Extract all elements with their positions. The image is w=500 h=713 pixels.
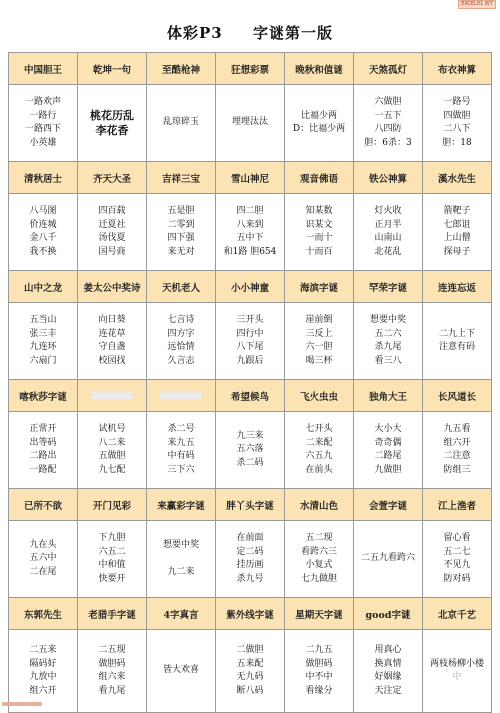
column-title: 长风道长 bbox=[423, 380, 492, 412]
column-title: 布衣神算 bbox=[423, 53, 492, 85]
column-title: 飞火虫虫 bbox=[285, 380, 354, 412]
riddle-line: 九五看 bbox=[443, 424, 471, 434]
riddle-line: 六一胆 bbox=[305, 342, 333, 352]
riddle-line: 四下强 bbox=[167, 233, 195, 243]
riddle-line: 远恰情 bbox=[167, 342, 195, 352]
riddle-cell bbox=[423, 521, 492, 598]
riddle-line: 和1路 胆654 bbox=[223, 246, 277, 257]
riddle-cell bbox=[354, 630, 423, 713]
riddle-cell bbox=[9, 194, 78, 271]
riddle-line: 二零到 bbox=[167, 219, 195, 230]
column-title: 星期天字谜 bbox=[285, 598, 354, 630]
riddle-line: 二注意 bbox=[443, 451, 471, 461]
riddle-line: 杀九尾 bbox=[374, 342, 402, 352]
riddle-line: 五六中 bbox=[29, 553, 57, 564]
column-title: 狂想彩票 bbox=[216, 53, 285, 85]
column-title: 观音佛语 bbox=[285, 162, 354, 194]
column-title: 老猎手字谜 bbox=[78, 598, 147, 630]
riddle-line: 九七配 bbox=[98, 464, 126, 475]
riddle-line: 埋埋汰汰 bbox=[231, 117, 268, 128]
riddle-line: 七开头 bbox=[305, 424, 333, 434]
riddle-line: 国号商 bbox=[98, 246, 126, 257]
riddle-line: 换真情 bbox=[374, 658, 402, 669]
riddle-cell bbox=[423, 85, 492, 162]
column-title: 姜太公中奖诗 bbox=[78, 271, 147, 303]
riddle-line: 做胆码 bbox=[98, 658, 126, 669]
riddle-line: 看三八 bbox=[374, 355, 402, 366]
riddle-line: 防组三 bbox=[443, 464, 471, 475]
title-right: 字谜第一版 bbox=[252, 24, 333, 42]
content-row bbox=[9, 630, 492, 713]
riddle-line: 正常开 bbox=[29, 424, 57, 434]
riddle-line: 崖前倒 bbox=[305, 315, 333, 325]
riddle-cell bbox=[147, 521, 216, 598]
column-title: 4字真言 bbox=[147, 598, 216, 630]
riddle-line: 桃花历乱 bbox=[90, 109, 134, 122]
riddle-cell bbox=[9, 303, 78, 380]
riddle-cell bbox=[423, 630, 492, 713]
header-row bbox=[9, 380, 492, 412]
riddle-line: 山南山 bbox=[374, 233, 402, 243]
riddle-line: 四方字 bbox=[167, 328, 195, 339]
riddle-cell bbox=[216, 85, 285, 162]
riddle-line: 六五二 bbox=[98, 546, 126, 557]
content-row bbox=[9, 85, 492, 162]
riddle-line: 六扇门 bbox=[29, 355, 57, 366]
column-title: 中国胆王 bbox=[9, 53, 78, 85]
riddle-line: 快要开 bbox=[98, 573, 126, 584]
riddle-line: 九在头 bbox=[29, 539, 57, 550]
column-title: 海滨字谜 bbox=[285, 271, 354, 303]
riddle-cell bbox=[423, 303, 492, 380]
riddle-cell bbox=[423, 194, 492, 271]
riddle-line: 天注定 bbox=[374, 685, 402, 696]
riddle-line: D：比福少两 bbox=[292, 124, 346, 134]
riddle-line: 组六来 bbox=[98, 672, 126, 682]
riddle-line: 灯火收 bbox=[374, 206, 402, 216]
riddle-line: 四百载 bbox=[98, 206, 126, 216]
riddle-cell bbox=[216, 303, 285, 380]
riddle-line: 做胆码 bbox=[305, 658, 333, 669]
riddle-line: 八四防 bbox=[374, 124, 402, 134]
riddle-line: 中有码 bbox=[167, 451, 195, 461]
riddle-line: 价连城 bbox=[29, 219, 57, 230]
riddle-line: 六做胆 bbox=[374, 97, 402, 107]
riddle-line: 皆大欢喜 bbox=[162, 665, 199, 676]
riddle-line: 八来到 bbox=[236, 219, 264, 230]
riddle-line: 七郎诅 bbox=[443, 219, 471, 230]
column-title: 齐天大圣 bbox=[78, 162, 147, 194]
riddle-line: 比福少两 bbox=[300, 110, 337, 121]
column-title: 清秋居士 bbox=[9, 162, 78, 194]
riddle-line: 不见九 bbox=[443, 560, 471, 570]
riddle-line: 胆：18 bbox=[442, 137, 472, 148]
riddle-line: 想要中奖 bbox=[369, 315, 406, 325]
riddle-line: 胆：6杀：3 bbox=[364, 137, 412, 148]
riddle-line: 大小大 bbox=[374, 424, 402, 434]
riddle-line: 张三丰 bbox=[29, 328, 57, 339]
column-title: 来赢彩字谜 bbox=[147, 489, 216, 521]
page-title bbox=[0, 22, 500, 43]
riddle-line: 二路出 bbox=[29, 451, 57, 461]
riddle-line: 好姻缘 bbox=[374, 672, 402, 682]
riddle-line: 五中下 bbox=[236, 233, 264, 243]
riddle-line: 六五九 bbox=[305, 451, 333, 461]
riddle-cell bbox=[147, 85, 216, 162]
riddle-line: 隔码好 bbox=[29, 658, 57, 669]
riddle-line: 组六开 bbox=[29, 685, 57, 696]
riddle-cell bbox=[216, 630, 285, 713]
riddle-line: 四做胆 bbox=[443, 110, 471, 121]
riddle-line: 二五现 bbox=[98, 645, 126, 655]
riddle-line: 二路尾 bbox=[374, 451, 402, 461]
riddle-line: 两枝杨柳小楼 bbox=[429, 658, 484, 669]
riddle-line: 一五下 bbox=[374, 110, 402, 121]
column-title: 罕荣字谜 bbox=[354, 271, 423, 303]
column-title: 山中之龙 bbox=[9, 271, 78, 303]
riddle-line: 来无对 bbox=[167, 246, 195, 257]
riddle-line: 在前头 bbox=[305, 464, 333, 475]
riddle-line: 二九五 bbox=[305, 645, 333, 655]
column-title bbox=[147, 380, 216, 412]
riddle-line: 一路号 bbox=[443, 97, 471, 107]
riddle-line: 四二胆 bbox=[236, 206, 264, 216]
riddle-cell bbox=[147, 630, 216, 713]
riddle-line: 留心看 bbox=[443, 533, 471, 543]
riddle-cell bbox=[9, 521, 78, 598]
riddle-line: 在前面 bbox=[236, 533, 264, 543]
riddle-cell bbox=[285, 630, 354, 713]
riddle-cell bbox=[78, 521, 147, 598]
riddle-line: 校园找 bbox=[98, 355, 126, 366]
riddle-cell bbox=[285, 194, 354, 271]
riddle-line: 杀九号 bbox=[236, 573, 264, 584]
riddle-cell bbox=[9, 630, 78, 713]
title-left: 体彩P3 bbox=[167, 24, 223, 42]
content-row bbox=[9, 303, 492, 380]
column-title: 紫外线字谜 bbox=[216, 598, 285, 630]
riddle-line: 防对码 bbox=[443, 573, 471, 584]
content-row bbox=[9, 412, 492, 489]
riddle-line: 用真心 bbox=[374, 645, 402, 655]
riddle-line: 箭靶子 bbox=[443, 206, 471, 216]
riddle-line: 组六开 bbox=[443, 437, 471, 448]
riddle-line: 看九尾 bbox=[98, 685, 126, 696]
riddle-line: 小复式 bbox=[305, 560, 333, 570]
riddle-line: 五是胆 bbox=[167, 206, 195, 216]
riddle-line: 奇奇偶 bbox=[374, 437, 402, 448]
riddle-cell bbox=[285, 412, 354, 489]
column-title: 铁公神算 bbox=[354, 162, 423, 194]
riddle-line: 北花乱 bbox=[374, 246, 402, 257]
riddle-cell bbox=[78, 303, 147, 380]
riddle-cell bbox=[216, 521, 285, 598]
riddle-line: 久言志 bbox=[167, 355, 195, 366]
column-title: 雪山神尼 bbox=[216, 162, 285, 194]
riddle-line: 定二码 bbox=[236, 546, 264, 557]
smudge-mark bbox=[160, 392, 202, 399]
riddle-line: 五二六 bbox=[374, 328, 402, 339]
header-row bbox=[9, 489, 492, 521]
riddle-line: 杀二码 bbox=[236, 457, 264, 468]
content-row bbox=[9, 521, 492, 598]
riddle-line: 九跟后 bbox=[236, 355, 264, 366]
riddle-line: 无九码 bbox=[236, 672, 264, 682]
riddle-cell bbox=[147, 303, 216, 380]
riddle-line: 十而百 bbox=[305, 246, 333, 257]
riddle-line: 想要中奖 bbox=[162, 539, 199, 550]
riddle-cell bbox=[285, 521, 354, 598]
riddle-line: 九放中 bbox=[29, 672, 57, 682]
content-row bbox=[9, 194, 492, 271]
riddle-line: 三开头 bbox=[236, 315, 264, 325]
riddle-cell bbox=[78, 85, 147, 162]
column-title bbox=[78, 380, 147, 412]
riddle-cell bbox=[78, 630, 147, 713]
riddle-line: 中和值 bbox=[98, 560, 126, 570]
riddle-cell bbox=[216, 194, 285, 271]
column-title: 连连忘返 bbox=[423, 271, 492, 303]
column-title: 小小神童 bbox=[216, 271, 285, 303]
column-title: 吉祥三宝 bbox=[147, 162, 216, 194]
riddle-line: 五当山 bbox=[29, 315, 57, 325]
riddle-line: 金八千 bbox=[29, 233, 57, 243]
riddle-line: 喝三杯 bbox=[305, 355, 333, 366]
riddle-line: 探母子 bbox=[443, 246, 471, 257]
riddle-line: 挂历画 bbox=[236, 560, 264, 570]
column-title: 溪水先生 bbox=[423, 162, 492, 194]
riddle-line: 二九上下 bbox=[438, 328, 475, 339]
riddle-line: 我不换 bbox=[29, 246, 57, 257]
riddle-line: 九三来 bbox=[236, 430, 264, 441]
riddle-line: 八马图 bbox=[29, 206, 57, 216]
riddle-line: 五来配 bbox=[236, 658, 264, 669]
riddle-line: 二来配 bbox=[305, 437, 333, 448]
riddle-line: 中不中 bbox=[305, 672, 333, 682]
riddle-line: 来九五 bbox=[167, 437, 195, 448]
riddle-line: 七九做胆 bbox=[300, 573, 337, 584]
column-title: 会萱字谜 bbox=[354, 489, 423, 521]
riddle-line: 连花草 bbox=[98, 328, 126, 339]
riddle-line: 小英雄 bbox=[29, 137, 57, 148]
riddle-line: 断八码 bbox=[236, 685, 264, 696]
riddle-cell bbox=[147, 194, 216, 271]
riddle-line: 二做胆 bbox=[236, 645, 264, 655]
riddle-line: 三下六 bbox=[167, 464, 195, 475]
column-title: 江上渔者 bbox=[423, 489, 492, 521]
header-row bbox=[9, 598, 492, 630]
riddle-line: 五六落 bbox=[236, 444, 264, 455]
column-title: 希望候鸟 bbox=[216, 380, 285, 412]
riddle-line: 杀二号 bbox=[167, 424, 195, 434]
column-title: 至酷枪神 bbox=[147, 53, 216, 85]
column-title: 乾坤一句 bbox=[78, 53, 147, 85]
riddle-line: 注意有码 bbox=[438, 342, 475, 352]
column-title: 胖丫头字谜 bbox=[216, 489, 285, 521]
riddle-line: 迁夏社 bbox=[98, 219, 126, 230]
header-row bbox=[9, 53, 492, 85]
riddle-cell bbox=[147, 412, 216, 489]
riddle-line: 九二来 bbox=[167, 566, 195, 577]
riddle-line: 二五九看跨六 bbox=[360, 553, 415, 564]
riddle-line: 五二现 bbox=[305, 533, 333, 543]
riddle-cell bbox=[285, 303, 354, 380]
riddle-line: 二在尾 bbox=[29, 566, 57, 577]
riddle-cell bbox=[216, 412, 285, 489]
riddle-line: 二八下 bbox=[443, 124, 471, 134]
riddle-line: 看跨六三 bbox=[300, 546, 337, 557]
column-title: 天机老人 bbox=[147, 271, 216, 303]
riddle-line: 五二七 bbox=[443, 546, 471, 557]
riddle-line: 看缘分 bbox=[305, 685, 333, 696]
riddle-grid bbox=[8, 52, 492, 713]
riddle-line: 二五来 bbox=[29, 645, 57, 655]
riddle-cell bbox=[285, 85, 354, 162]
riddle-line: 守自盏 bbox=[98, 342, 126, 352]
riddle-line: 中 bbox=[452, 672, 462, 682]
riddle-cell bbox=[78, 412, 147, 489]
column-title: 北京千艺 bbox=[423, 598, 492, 630]
column-title: 喀秋莎字谜 bbox=[9, 380, 78, 412]
riddle-cell bbox=[78, 194, 147, 271]
riddle-line bbox=[148, 552, 214, 566]
corner-badge: EXCEL01 WT bbox=[458, 0, 496, 9]
riddle-line: 下九胆 bbox=[98, 533, 126, 543]
header-row bbox=[9, 271, 492, 303]
riddle-line: 知某数 bbox=[305, 206, 333, 216]
riddle-line: 识某文 bbox=[305, 219, 333, 230]
riddle-line: 一而十 bbox=[305, 233, 333, 243]
riddle-line: 出等码 bbox=[29, 437, 57, 448]
smudge-mark bbox=[91, 392, 133, 399]
riddle-cell bbox=[354, 521, 423, 598]
riddle-line: 李花香 bbox=[95, 124, 129, 137]
riddle-line: 五做胆 bbox=[98, 451, 126, 461]
riddle-line: 一路行 bbox=[29, 110, 57, 121]
riddle-cell bbox=[423, 412, 492, 489]
column-title: 水清山色 bbox=[285, 489, 354, 521]
column-title: 独角大王 bbox=[354, 380, 423, 412]
riddle-line: 七言诗 bbox=[167, 315, 195, 325]
column-title: 天煞孤灯 bbox=[354, 53, 423, 85]
riddle-line: 八二来 bbox=[98, 437, 126, 448]
riddle-line: 一路欢声 bbox=[24, 97, 61, 107]
riddle-line: 一路西下 bbox=[24, 124, 61, 134]
riddle-cell bbox=[354, 194, 423, 271]
riddle-cell bbox=[9, 412, 78, 489]
riddle-line: 汤伐夏 bbox=[98, 233, 126, 243]
riddle-line: 上山僧 bbox=[443, 233, 471, 243]
column-title: 开门见彩 bbox=[78, 489, 147, 521]
riddle-cell bbox=[9, 85, 78, 162]
riddle-line: 一路配 bbox=[29, 464, 57, 475]
riddle-line: 九连环 bbox=[29, 342, 57, 352]
riddle-line: 三反上 bbox=[305, 328, 333, 339]
riddle-line: 四行中 bbox=[236, 328, 264, 339]
column-title: good字谜 bbox=[354, 598, 423, 630]
column-title: 已所不欲 bbox=[9, 489, 78, 521]
riddle-line: 向日葵 bbox=[98, 315, 126, 325]
riddle-line: 正月半 bbox=[374, 219, 402, 230]
riddle-cell bbox=[354, 412, 423, 489]
header-row bbox=[9, 162, 492, 194]
riddle-line: 试机号 bbox=[98, 424, 126, 434]
column-title: 东郭先生 bbox=[9, 598, 78, 630]
riddle-cell bbox=[354, 303, 423, 380]
column-title: 晚秋和值谜 bbox=[285, 53, 354, 85]
riddle-line: 九做胆 bbox=[374, 464, 402, 475]
corner-mark bbox=[2, 702, 42, 706]
riddle-line: 八下尾 bbox=[236, 342, 264, 352]
riddle-cell bbox=[354, 85, 423, 162]
riddle-line: 乱琼碎玉 bbox=[162, 117, 199, 128]
